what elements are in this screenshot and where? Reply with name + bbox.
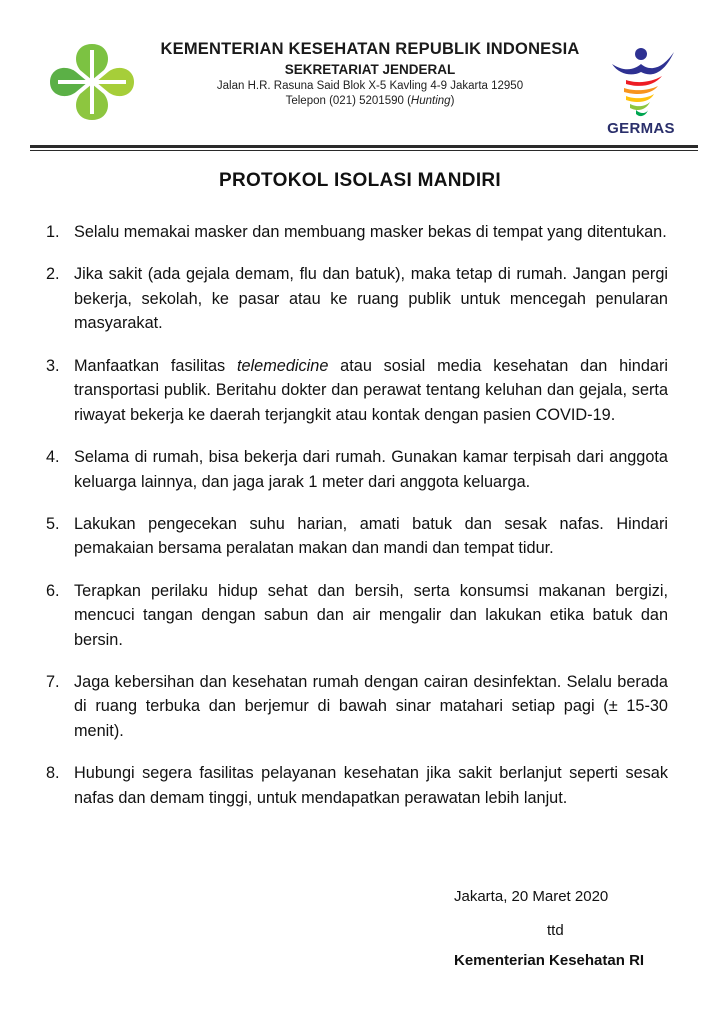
protocol-item-2	[46, 262, 668, 336]
letterhead-rule-thin	[30, 150, 698, 151]
phone-close: )	[450, 95, 455, 107]
item-number: 3.	[46, 356, 60, 375]
protocol-item-7	[46, 670, 668, 744]
protocol-item-4	[46, 445, 668, 494]
item-text: Terapkan perilaku hidup sehat dan bersih, serta konsumsi makanan bergizi, mencuci tangan dengan sabun dan air mengalir dan lakukan etika batuk dan bersin.	[74, 581, 668, 649]
address-line: Jalan H.R. Rasuna Said Blok X-5 Kavling 4-9 Jakarta 12950	[216, 80, 524, 92]
protocol-list	[46, 220, 668, 828]
item-text-post: atau sosial media kesehatan dan hindari transportasi publik. Beritahu dokter dan perawat tentang keluhan dan gejala, serta riwayat bekerja ke daerah terjangkit atau kontak dengan pasien COVID-19.	[74, 356, 668, 424]
protocol-item-5	[46, 512, 668, 561]
protocol-item-8	[46, 761, 668, 810]
kemenkes-logo-icon	[46, 40, 138, 124]
item-text: Selalu memakai masker dan membuang masker bekas di tempat yang ditentukan.	[74, 223, 667, 241]
protocol-item-1	[46, 220, 668, 245]
item-number: 7.	[46, 672, 60, 691]
phone-line	[150, 95, 590, 107]
signature-ttd: ttd	[547, 922, 564, 939]
item-text-italic: telemedicine	[236, 356, 329, 375]
item-text: Jika sakit (ada gejala demam, flu dan batuk), maka tetap di rumah. Jangan pergi bekerja, sekolah, ke pasar atau ke ruang publik untuk mencegah penularan masyarakat.	[74, 265, 668, 333]
item-text: Selama di rumah, bisa bekerja dari rumah. Gunakan kamar terpisah dari anggota keluarga lainnya, dan jaga jarak 1 meter dari anggota keluarga.	[74, 447, 668, 491]
letterhead-rule-thick	[30, 145, 698, 148]
item-text: Hubungi segera fasilitas pelayanan kesehatan jika sakit berlanjut seperti sesak nafas dan demam tinggi, untuk mendapatkan perawatan lebih lanjut.	[74, 764, 668, 807]
item-text: Lakukan pengecekan suhu harian, amati batuk dan sesak nafas. Hindari pemakaian bersama peralatan makan dan mandi dan tempat tidur.	[74, 514, 668, 558]
signature-name: Kementerian Kesehatan RI	[454, 952, 645, 969]
letterhead	[0, 0, 720, 160]
secretariat-name: SEKRETARIAT JENDERAL	[284, 62, 456, 77]
item-text: Jaga kebersihan dan kesehatan rumah dengan cairan desinfektan. Selalu berada di ruang terbuka dan berjemur di bawah sinar matahari setiap pagi (± 15-30 menit).	[74, 672, 668, 741]
germas-logo	[604, 42, 678, 138]
document-title: PROTOKOL ISOLASI MANDIRI	[218, 170, 501, 191]
item-number: 4.	[46, 447, 60, 466]
germas-figure-icon	[604, 42, 678, 120]
signature-place-date: Jakarta, 20 Maret 2020	[454, 888, 609, 905]
protocol-item-6	[46, 579, 668, 653]
item-text-pre: Manfaatkan fasilitas	[74, 356, 237, 375]
item-number: 5.	[46, 514, 60, 533]
phone-hunting: Hunting	[410, 95, 451, 107]
item-number: 2.	[46, 265, 60, 284]
germas-label: GERMAS	[607, 120, 675, 137]
phone-number: Telepon (021) 5201590 (	[285, 95, 411, 107]
item-number: 8.	[46, 764, 60, 783]
item-number: 6.	[46, 581, 60, 600]
ministry-name: KEMENTERIAN KESEHATAN REPUBLIK INDONESIA	[160, 40, 580, 58]
letterhead-text	[150, 40, 590, 107]
item-number: 1.	[46, 223, 60, 241]
protocol-item-3	[46, 354, 668, 428]
